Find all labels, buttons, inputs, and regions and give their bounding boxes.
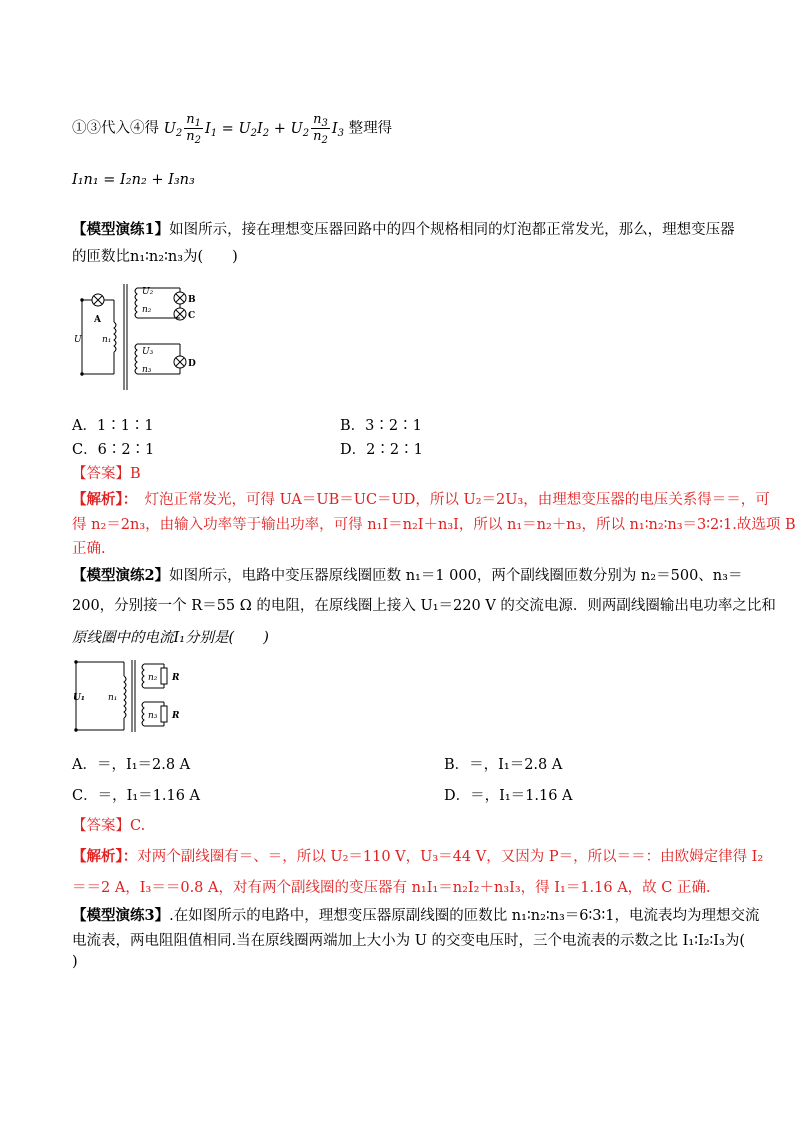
- label-u: U: [74, 335, 82, 345]
- exercise2-analysis-text-1: 对两个副线圈有＝、＝，所以 U₂＝110 V，U₃＝44 V，又因为 P＝，所以＝＝：由欧姆定律得 I₂: [137, 849, 764, 865]
- exercise2-text-1: 如图所示，电路中变压器原线圈匝数 n₁＝1 000，两个副线圈匝数分别为 n₂＝500、n₃＝: [169, 568, 743, 584]
- exercise3-line1: [72, 904, 760, 925]
- exercise1-analysis-tag: 【解析】：: [72, 491, 130, 508]
- exercise1-option-b: B．3∶2∶1: [340, 418, 422, 434]
- label-u3: U₃: [142, 347, 154, 357]
- exercise1-option-a: A．1∶1∶1: [72, 418, 154, 434]
- exercise1-circuit-figure: [72, 278, 222, 396]
- derivation-prefix: ①③代入④得: [72, 120, 159, 137]
- exercise2-option-b: B．＝，I₁＝2.8 A: [444, 757, 563, 773]
- exercise3-text-2: 电流表，两电阻阻值相同.当在原线圈两端加上大小为 U 的交变电压时，三个电流表的示数之比 I₁∶I₂∶I₃为(: [72, 933, 745, 949]
- label-r2: R: [172, 711, 180, 721]
- exercise2-analysis-line2: ＝＝2 A，I₃＝＝0.8 A，对有两个副线圈的变压器有 n₁I₁＝n₂I₂＋n₃I₃，得 I₁＝1.16 A，故 C 正确.: [72, 880, 711, 896]
- derivation-line-1: [72, 112, 392, 145]
- label-c: C: [188, 311, 196, 321]
- exercise2-option-d: D．＝，I₁＝1.16 A: [444, 788, 573, 804]
- exercise2-analysis-line1: [72, 845, 763, 866]
- derivation-suffix: 整理得: [348, 120, 393, 137]
- exercise2-option-c: C．＝，I₁＝1.16 A: [72, 788, 201, 804]
- label-b: B: [188, 295, 196, 305]
- exercise2-text-2: 200，分别接一个 R＝55 Ω 的电阻，在原线圈上接入 U₁＝220 V 的交流电源．则两副线圈输出电功率之比和: [72, 598, 776, 614]
- exercise2-answer: 【答案】C.: [72, 818, 146, 834]
- equation-1: $U_2$ $\frac{n_1}{n_2}$ $I_1 = U_2I_2 + U_2$ $\frac{n_3}{n_2}$ $I_3$: [163, 112, 344, 146]
- exercise1-analysis-line3: 正确.: [72, 541, 106, 557]
- exercise3-text-1: .在如图所示的电路中，理想变压器原副线圈的匝数比 n₁∶n₂∶n₃＝6∶3∶1，电流表均为理想交流: [169, 908, 760, 924]
- exercise1-line1: [72, 218, 735, 239]
- exercise1-option-d: D．2∶2∶1: [340, 442, 423, 458]
- exercise1-analysis-text-1: 灯泡正常发光，可得 UA＝UB＝UC＝UD，所以 U₂＝2U₃，由理想变压器的电压关系得＝＝，可: [130, 492, 770, 508]
- label-n3: n₃: [148, 711, 158, 721]
- exercise1-analysis-line1: [72, 488, 770, 509]
- label-n3: n₃: [142, 365, 152, 375]
- label-n1: n₁: [102, 335, 112, 345]
- exercise2-line1: [72, 564, 742, 585]
- label-u1: U₁: [73, 693, 85, 703]
- label-d: D: [188, 359, 196, 369]
- exercise1-analysis-line2: 得 n₂＝2n₃，由输入功率等于输出功率，可得 n₁I＝n₂I＋n₃I，所以 n₁＝n₂＋n₃，所以 n₁∶n₂∶n₃＝3∶2∶1.故选项 B: [72, 517, 796, 533]
- label-n1: n₁: [108, 693, 118, 703]
- exercise2-option-a: A．＝，I₁＝2.8 A: [72, 757, 191, 773]
- exercise1-answer: 【答案】B: [72, 466, 141, 482]
- label-a: A: [94, 315, 101, 325]
- exercise2-tag: 【模型演练2】: [72, 567, 170, 584]
- exercise1-text-2: 的匝数比n₁∶n₂∶n₃为( ): [72, 249, 238, 265]
- label-u2: U₂: [142, 287, 154, 297]
- exercise3-tag: 【模型演练3】: [72, 907, 170, 924]
- exercise2-text-3: 原线圈中的电流I₁分别是( ): [72, 630, 269, 646]
- label-n2: n₂: [142, 305, 152, 315]
- exercise3-text-3: ): [72, 954, 78, 970]
- exercise1-tag: 【模型演练1】: [72, 221, 170, 238]
- derivation-line-2: I₁n₁ = I₂n₂ + I₃n₃: [72, 172, 195, 188]
- label-r1: R: [172, 673, 180, 683]
- exercise1-option-c: C．6∶2∶1: [72, 442, 155, 458]
- exercise1-text-1: 如图所示，接在理想变压器回路中的四个规格相同的灯泡都正常发光，那么，理想变压器: [169, 222, 735, 238]
- exercise2-circuit-figure: [72, 656, 192, 736]
- label-n2: n₂: [148, 673, 158, 683]
- exercise2-analysis-tag: 【解析】：: [72, 848, 138, 865]
